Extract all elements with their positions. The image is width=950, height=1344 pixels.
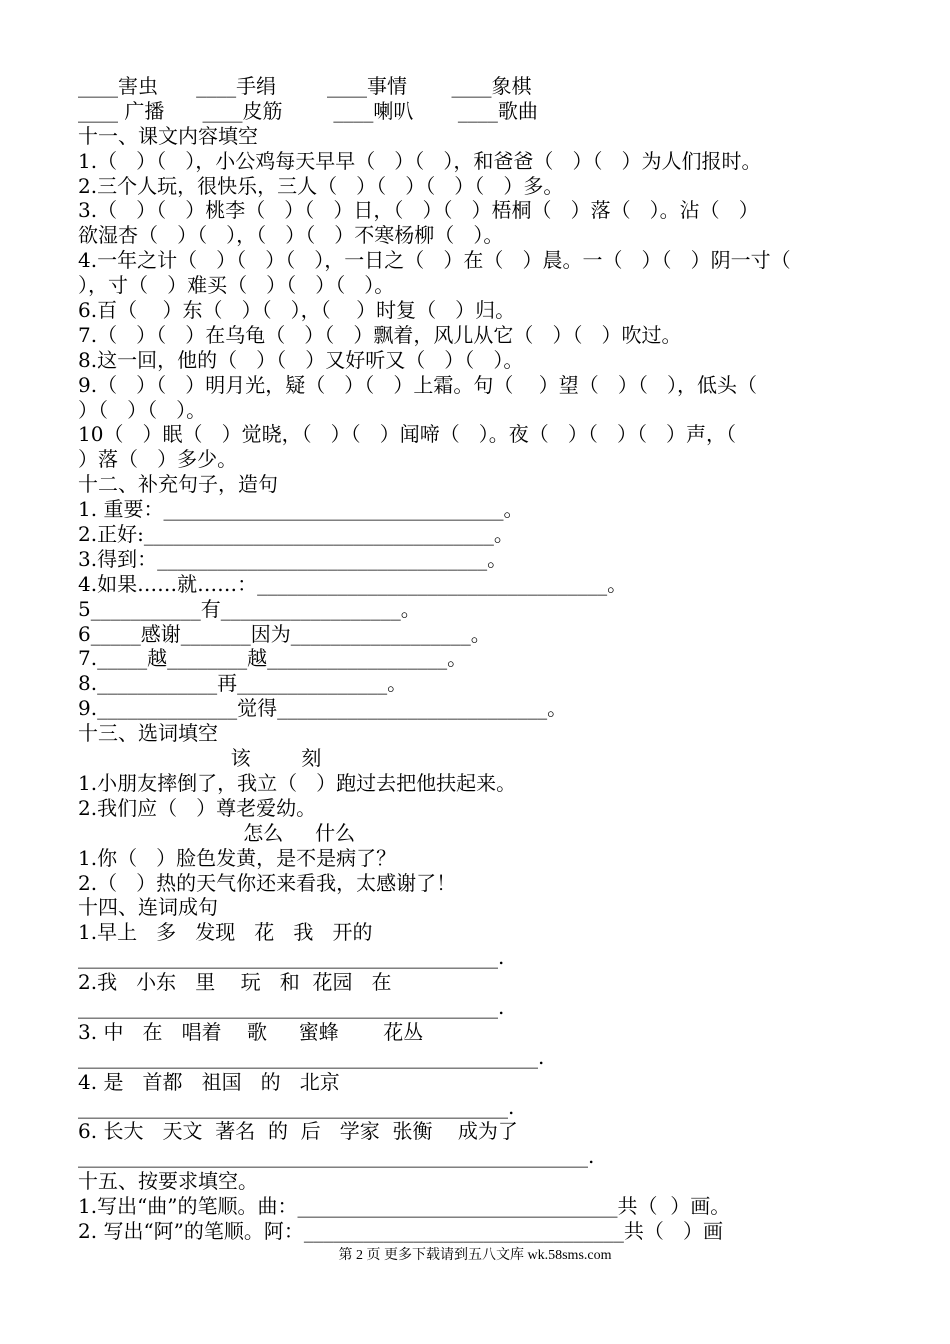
- section-11-heading: 十一、课文内容填空: [78, 123, 258, 148]
- question-line: 2.三个人玩，很快乐，三人（ ）（ ）（ ）（ ）多。: [78, 173, 564, 198]
- sentence-line: 7._____越________越__________________。: [78, 646, 468, 671]
- stroke-order-line: 1.写出“曲”的笔顺。曲：________________________________共（ ）画。: [78, 1194, 731, 1219]
- worksheet-page: [78, 74, 898, 1244]
- sentence-line: 1. 重要：__________________________________。: [78, 497, 524, 522]
- question-line: 8.这一回，他的（ ）（ ）又好听又（ ）（ ）。: [78, 347, 524, 372]
- word-choices: 该 刻: [78, 746, 322, 771]
- sentence-line: 9.______________觉得___________________________。: [78, 696, 568, 721]
- answer-line: ___________________________________________________.: [78, 1144, 595, 1169]
- word-choices: 怎么 什么: [78, 820, 356, 845]
- question-line: 欲湿杏（ ）（ ），（ ）（ ）不寒杨柳（ ）。: [78, 223, 504, 248]
- question-line: 4.一年之计（ ）（ ）（ ），一日之（ ）在（ ）晨。一（ ）（ ）阴一寸（: [78, 248, 791, 273]
- section-12-heading: 十二、补充句子，造句: [78, 472, 278, 497]
- question-line: 6.百（ ）东（ ）（ ），（ ）时复（ ）归。: [78, 298, 516, 323]
- sentence-line: 3.得到：_________________________________。: [78, 546, 508, 571]
- sentence-line: 2.正好:___________________________________。: [78, 522, 514, 547]
- word-list: 4. 是 首都 祖国 的 北京: [78, 1069, 340, 1094]
- word-list: 3. 中 在 唱着 歌 蜜蜂 花丛: [78, 1019, 424, 1044]
- question-line: 7.（ ）（ ）在乌龟（ ）（ ）飘着，风儿从它（ ）（ ）吹过。: [78, 322, 682, 347]
- answer-line: __________________________________________.: [78, 945, 505, 970]
- question-line: 1.你（ ）脸色发黄，是不是病了？: [78, 845, 397, 870]
- answer-line: ___________________________________________.: [78, 1094, 515, 1119]
- word-list: 2.我 小东 里 玩 和 花园 在: [78, 970, 392, 995]
- vocab-row-2: ____ 广播 ____皮筋 ____喇叭 ____歌曲: [78, 98, 538, 123]
- question-line: 9.（ ）（ ）明月光，疑（ ）（ ）上霜。句（ ）望（ ）（ ），低头（: [78, 372, 757, 397]
- question-line: ），寸（ ）难买（ ）（ ）（ ）。: [78, 273, 395, 298]
- question-line: 1.（ ）（ ），小公鸡每天早早（ ）（ ），和爸爸（ ）（ ）为人们报时。: [78, 148, 762, 173]
- sentence-line: 6_____感谢_______因为__________________。: [78, 621, 491, 646]
- sentence-line: 5___________有__________________。: [78, 596, 421, 621]
- section-14-heading: 十四、连词成句: [78, 895, 218, 920]
- answer-line: __________________________________________.: [78, 994, 505, 1019]
- question-line: ）落（ ）多少。: [78, 447, 238, 472]
- question-line: 1.小朋友摔倒了，我立（ ）跑过去把他扶起来。: [78, 770, 517, 795]
- sentence-line: 4.如果……就……：___________________________________。: [78, 571, 628, 596]
- question-line: ）（ ）（ ）。: [78, 397, 207, 422]
- section-13-heading: 十三、选词填空: [78, 721, 218, 746]
- question-line: 10（ ）眠（ ）觉晓，（ ）（ ）闻啼（ ）。夜（ ）（ ）（ ）声，（: [78, 422, 737, 447]
- question-line: 3.（ ）（ ）桃李（ ）（ ）日，（ ）（ ）梧桐（ ）落（ ）。沾（ ）: [78, 198, 759, 223]
- question-line: 2.（ ）热的天气你还来看我，太感谢了！: [78, 870, 457, 895]
- sentence-line: 8.____________再_______________。: [78, 671, 408, 696]
- question-line: 2.我们应（ ）尊老爱幼。: [78, 795, 317, 820]
- vocab-row-1: ____害虫 ____手绢 ____事情 ____象棋: [78, 74, 532, 98]
- word-list: 1.早上 多 发现 花 我 开的: [78, 920, 373, 945]
- stroke-order-line: 2. 写出“阿”的笔顺。阿：________________________________共（ ）画: [78, 1218, 723, 1243]
- page-footer: 第 2 页 更多下载请到五八文库 wk.58sms.com: [338, 1248, 612, 1263]
- section-15-heading: 十五、按要求填空。: [78, 1169, 258, 1194]
- answer-line: ______________________________________________.: [78, 1044, 545, 1069]
- word-list: 6. 长大 天文 著名 的 后 学家 张衡 成为了: [78, 1119, 518, 1144]
